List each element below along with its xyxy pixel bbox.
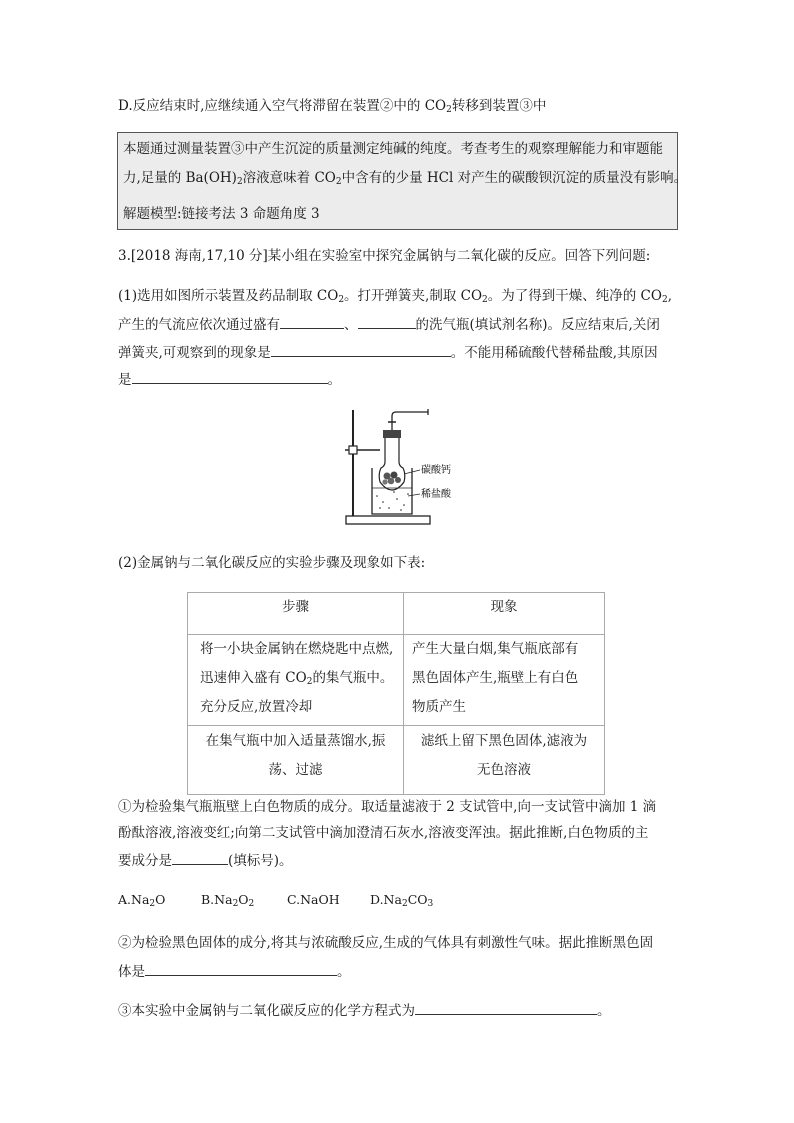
co2-apparatus-figure [340, 404, 460, 530]
row2-step: 在集气瓶中加入适量蒸馏水,振 荡、过滤 [188, 726, 404, 795]
delivery-tube [392, 412, 428, 430]
option-c: C.NaOH [287, 892, 340, 907]
answer-blank-4[interactable] [132, 369, 328, 384]
row1-step: 将一小块金属钠在燃烧匙中点燃, 迅速伸入盛有 $CO_2$的集气瓶中。 充分反应,放置冷却 [188, 635, 404, 726]
header-observation: 现象 [404, 593, 605, 635]
sub2-line1: ②为检验黑色固体的成分,将其与浓硫酸反应,生成的气体具有刺激性气味。据此推断黑色固 [118, 935, 654, 951]
option-d-text: D.反应结束时,应继续通入空气将滞留在装置②中的 $CO_2$转移到装置③中 [118, 98, 547, 115]
answer-blank-7[interactable] [415, 1000, 597, 1015]
sub3-line1: ③本实验中金属钠与二氧化碳反应的化学方程式为 。 [118, 1000, 611, 1021]
calcium-carbonate-lumps [382, 472, 401, 485]
sub1-line1: ①为检验集气瓶瓶壁上白色物质的成分。取适量滤液于 2 支试管中,向一支试管中滴加 1 滴 [118, 799, 657, 815]
option-a: $A.Na_2O$ [118, 892, 166, 909]
q3-part1-line1: (1)选用如图所示装置及药品制取 $CO_2$。打开弹簧夹,制取 $CO_2$。为了得到干燥、纯净的 $CO_2$, [118, 288, 672, 305]
table-row [188, 635, 605, 726]
label-calcium-carbonate: 碳酸钙 [421, 465, 451, 476]
analysis-box [117, 132, 688, 230]
answer-blank-1[interactable] [280, 314, 344, 329]
answer-blank-6[interactable] [145, 961, 337, 976]
answer-blank-2[interactable] [358, 314, 416, 329]
answer-blank-3[interactable] [271, 342, 451, 357]
sub1-line2: 酚酞溶液,溶液变红;向第二支试管中滴加澄清石灰水,溶液变浑浊。据此推断,白色物质的主 [118, 825, 649, 841]
q3-part2-intro: (2)金属钠与二氧化碳反应的实验步骤及现象如下表: [118, 555, 426, 571]
table-header-row [188, 593, 605, 635]
label-dilute-hcl: 稀盐酸 [421, 489, 451, 500]
clamp-joint [349, 446, 357, 454]
question-3-stem: 3.[2018 海南,17,10 分]某小组在实验室中探究金属钠与二氧化碳的反应。回答下列问题: [118, 248, 651, 264]
header-step: 步骤 [188, 593, 404, 635]
sub1-line3: 要成分是 (填标号)。 [118, 850, 293, 871]
answer-blank-5[interactable] [172, 850, 228, 865]
analysis-line-2: 力,足量的 $Ba(OH)_2$溶液意味着 $CO_2$中含有的少量 HCl 对产生的碳酸钡沉淀的质量没有影响。 [123, 170, 688, 187]
stand-base [346, 516, 430, 524]
analysis-line-3: 解题模型:链接考法 3 命题角度 3 [123, 206, 320, 222]
row1-observation: 产生大量白烟,集气瓶底部有 黑色固体产生,瓶壁上有白色 物质产生 [404, 635, 605, 726]
option-d: $D.Na_2CO_3$ [370, 892, 434, 909]
analysis-line-1: 本题通过测量装置③中产生沉淀的质量测定纯碱的纯度。考查考生的观察理解能力和审题能 [123, 141, 663, 157]
row2-observation: 滤纸上留下黑色固体,滤液为 无色溶液 [404, 726, 605, 795]
q3-part1-line4: 是 。 [118, 369, 341, 390]
q3-part1-line3: 弹簧夹,可观察到的现象是 。不能用稀硫酸代替稀盐酸,其原因 [118, 342, 658, 363]
acid-dots [376, 491, 409, 511]
sub2-line2: 体是 。 [118, 961, 351, 982]
label-line-2 [408, 494, 420, 496]
stopper [383, 430, 401, 438]
option-b: $B.Na_2O_2$ [201, 892, 255, 909]
q3-part1-line2: 产生的气流应依次通过盛有 、 的洗气瓶(填试剂名称)。反应结束后,关闭 [118, 314, 660, 335]
experiment-table [187, 592, 605, 795]
table-row [188, 726, 605, 795]
